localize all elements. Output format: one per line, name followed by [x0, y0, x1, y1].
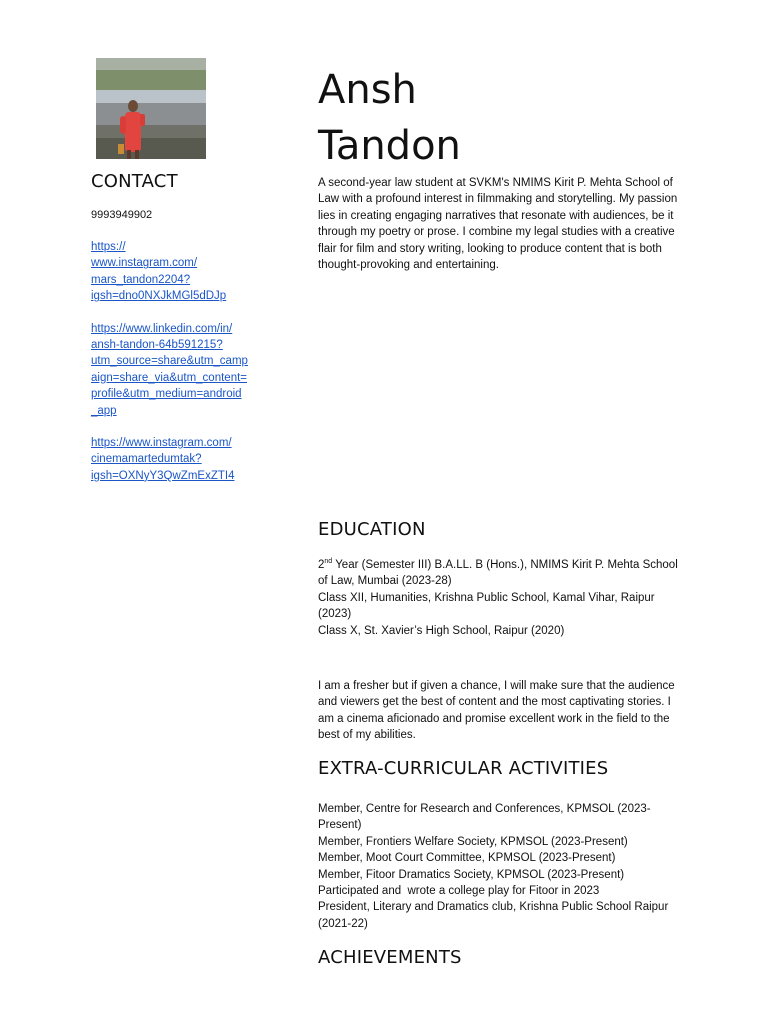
linkedin-link[interactable]: https://www.linkedin.com/in/ ansh-tandon-64b591215? utm_source=share&utm_camp aign=share_via&utm_content= profile&utm_medium=android _app: [91, 322, 248, 417]
list-item: Member, Moot Court Committee, KPMSOL (2023-Present): [318, 852, 616, 865]
instagram-link[interactable]: https:// www.instagram.com/ mars_tandon2204? igsh=dno0NXJkMGl5dDJp: [91, 241, 227, 303]
instagram-link-cinema[interactable]: https://www.instagram.com/ cinemamartedumtak? igsh=OXNyY3QwZmExZTI4: [91, 437, 235, 482]
summary-paragraph: A second-year law student at SVKM's NMIMS Kirit P. Mehta School of Law with a profound interest in filmmaking and storytelling. My passion lies in creating engaging narratives that resonate with audiences, be it through my poetry or prose. I combine my legal studies with a creative flair for film and story writing, looking to produce content that is both thought-provoking and entertaining.: [318, 177, 678, 272]
education-heading: EDUCATION: [318, 519, 426, 540]
list-item: Member, Fitoor Dramatics Society, KPMSOL (2023-Present): [318, 868, 625, 881]
list-item: President, Literary and Dramatics club, Krishna Public School Raipur (2021-22): [318, 901, 669, 930]
list-item: Member, Frontiers Welfare Society, KPMSOL (2023-Present): [318, 835, 628, 848]
education-list: [318, 557, 688, 639]
contact-section: [91, 170, 271, 484]
list-item: Participated and wrote a college play for Fitoor in 2023: [318, 885, 600, 898]
list-item: Member, Centre for Research and Conferences, KPMSOL (2023-Present): [318, 803, 651, 832]
phone-number: 9993949902: [91, 209, 153, 221]
candidate-name: Ansh Tandon: [318, 67, 461, 169]
education-item: Class X, St. Xavier’s High School, Raipur (2020): [318, 624, 565, 637]
profile-photo: [96, 58, 206, 159]
achievements-heading: ACHIEVEMENTS: [318, 947, 462, 968]
education-item: Class XII, Humanities, Krishna Public School, Kamal Vihar, Raipur (2023): [318, 591, 655, 621]
extracurricular-heading: EXTRA-CURRICULAR ACTIVITIES: [318, 758, 609, 779]
extracurricular-list: [318, 801, 688, 932]
education-item: 2nd Year (Semester III) B.A.LL. B (Hons.), NMIMS Kirit P. Mehta School of Law, Mumbai (2023-28): [318, 558, 678, 588]
fresher-statement: I am a fresher but if given a chance, I will make sure that the audience and viewers get the best of content and the most captivating stories. I am a cinema aficionado and promise excellent work in the field to the best of my abilities.: [318, 680, 675, 742]
contact-heading: CONTACT: [91, 171, 178, 192]
